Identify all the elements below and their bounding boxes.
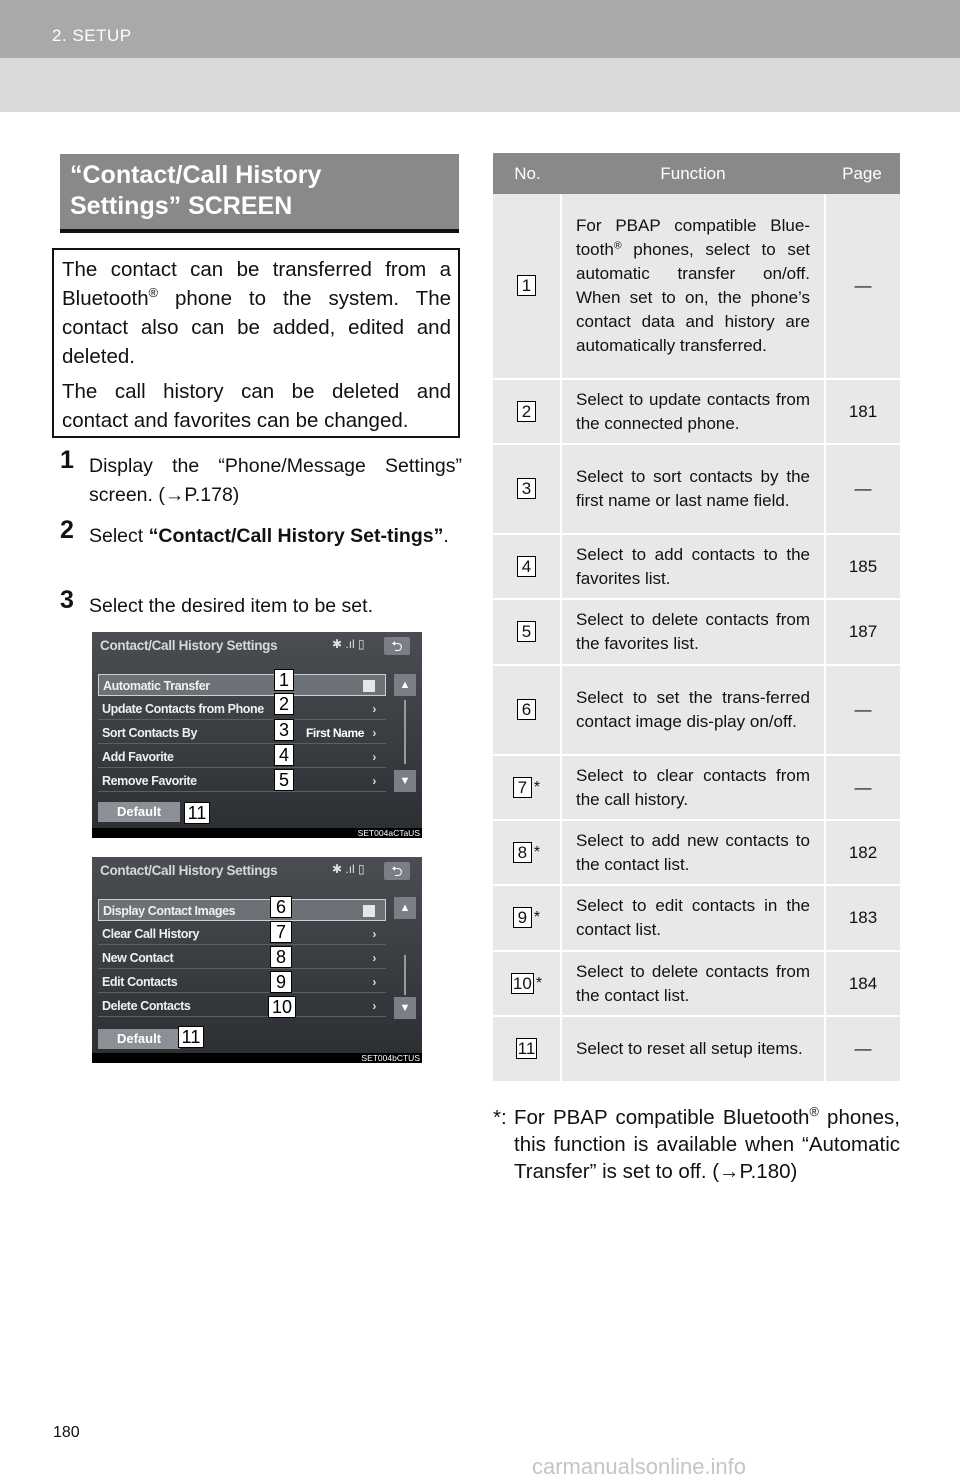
table-row: [493, 666, 900, 756]
cell-no: [493, 756, 562, 821]
checkbox-icon[interactable]: [363, 680, 375, 692]
cell-function: Select to delete contacts from the favorites list.: [562, 600, 824, 666]
cell-page: —: [824, 194, 900, 380]
registered-mark: ®: [148, 285, 158, 301]
table-row: [493, 756, 900, 821]
callout-5: 5: [274, 769, 294, 791]
cell-page: 181: [824, 380, 900, 445]
cell-function: Select to add new contacts to the contact list.: [562, 821, 824, 886]
cell-page: 187: [824, 600, 900, 666]
cell-no: [493, 194, 562, 380]
registered-mark: ®: [613, 239, 622, 252]
number-box: 4: [517, 556, 536, 577]
intro-text: phone to the system. The contact also can be added, edited and deleted.: [62, 287, 451, 368]
row-label: Remove Favorite: [102, 774, 197, 788]
callout-8: 8: [270, 946, 292, 968]
cell-no: [493, 952, 562, 1017]
row-delete-contacts[interactable]: [98, 995, 386, 1017]
step-2: [60, 516, 462, 551]
number-box: 5: [517, 621, 536, 642]
section-title: [60, 154, 459, 230]
callout-6: 6: [270, 896, 292, 918]
scroll-down-icon[interactable]: ▼: [394, 770, 416, 792]
callout-4: 4: [274, 744, 294, 766]
table-row: [493, 194, 900, 380]
table-row: [493, 600, 900, 666]
intro-paragraph-2: The call history can be deleted and contact and favorites can be changed.: [62, 380, 451, 432]
row-add-favorite[interactable]: [98, 746, 386, 768]
status-icons: ✱ .ıl ▯: [332, 862, 365, 876]
table-row: [493, 445, 900, 535]
table-row: [493, 535, 900, 600]
scroll-up-icon[interactable]: ▲: [394, 897, 416, 919]
asterisk-mark: *: [535, 974, 543, 992]
row-label: Clear Call History: [102, 927, 200, 941]
number-box: 10: [512, 973, 532, 993]
column-header-page: Page: [824, 153, 900, 194]
footnote-text-b: phones, this function is available when “Automatic Transfer” is set to off. (→P.180): [514, 1106, 901, 1183]
number-box: 3: [517, 478, 536, 499]
column-header-function: Function: [562, 153, 824, 194]
asterisk-mark: *: [533, 843, 541, 861]
number-box: 9: [513, 907, 532, 928]
scroll-down-icon[interactable]: ▼: [394, 997, 416, 1019]
number-box: 11: [517, 1039, 536, 1058]
row-label: Sort Contacts By: [102, 726, 198, 740]
row-label: Edit Contacts: [102, 975, 178, 989]
step-number: 2: [60, 516, 74, 544]
chevron-right-icon: ›: [372, 927, 376, 941]
table-header-row: [493, 153, 900, 194]
registered-mark: ®: [809, 1104, 819, 1120]
cell-no: [493, 600, 562, 666]
cell-page: —: [824, 445, 900, 535]
cell-function: Select to edit contacts in the contact list.: [562, 886, 824, 952]
callout-11: 11: [178, 1026, 204, 1048]
chevron-right-icon: ›: [372, 702, 376, 716]
function-table: [493, 153, 900, 1083]
screen-title: Contact/Call History Settings: [100, 863, 278, 878]
section-title-line-1: “Contact/Call History: [70, 161, 322, 189]
chevron-right-icon: ›: [372, 999, 376, 1013]
cell-no: [493, 821, 562, 886]
function-text: For PBAP compatible Blue-tooth: [576, 216, 810, 259]
intro-box: [52, 248, 460, 438]
row-new-contact[interactable]: [98, 947, 386, 969]
subheader-band: [0, 58, 960, 112]
row-value: First Name: [305, 726, 364, 740]
screen-title: Contact/Call History Settings: [100, 638, 278, 653]
cell-function: Select to delete contacts from the contact list.: [562, 952, 824, 1017]
number-box: 2: [517, 401, 536, 422]
number-box: 7: [513, 777, 532, 798]
cell-page: —: [824, 1017, 900, 1083]
asterisk-mark: *: [533, 909, 541, 926]
section-title-rule: [60, 229, 459, 233]
chapter-header-bar: [0, 0, 960, 58]
row-label: Update Contacts from Phone: [102, 702, 264, 716]
default-button[interactable]: Default: [98, 1029, 180, 1049]
row-automatic-transfer[interactable]: [98, 674, 386, 696]
cell-no: [493, 666, 562, 756]
chevron-right-icon: ›: [372, 951, 376, 965]
cell-no: [493, 1017, 562, 1083]
screen-display: [92, 632, 422, 828]
step-text-bold: “Contact/Call History Set-tings”: [148, 525, 444, 547]
cell-no: [493, 535, 562, 600]
row-label: New Contact: [102, 951, 174, 965]
cell-function: Select to reset all setup items.: [562, 1017, 824, 1083]
cell-page: 185: [824, 535, 900, 600]
cell-no: [493, 886, 562, 952]
footnote-text: [493, 1104, 900, 1185]
row-label: Add Favorite: [102, 750, 174, 764]
default-button[interactable]: Default: [98, 802, 180, 822]
chapter-title: 2. SETUP: [52, 26, 132, 45]
cell-page: —: [824, 756, 900, 821]
step-text: Select the desired item to be set.: [89, 595, 373, 617]
cell-no: [493, 380, 562, 445]
asterisk-mark: *: [533, 778, 541, 796]
settings-screenshot-2: [92, 857, 422, 1063]
row-label: Delete Contacts: [102, 999, 191, 1013]
status-icons: ✱ .ıl ▯: [332, 637, 365, 651]
cell-function: Select to clear contacts from the call history.: [562, 756, 824, 821]
footnote: [493, 1104, 900, 1185]
cell-page: —: [824, 666, 900, 756]
cell-function: Select to set the trans-ferred contact image dis-play on/off.: [562, 666, 824, 756]
back-icon[interactable]: ⮌: [384, 637, 410, 655]
function-text: phones, select to set automatic transfer on/off. When set to on, the phone’s contact data and history are automatically transferred.: [576, 240, 810, 355]
row-remove-favorite[interactable]: [98, 770, 386, 792]
chevron-right-icon: ›: [372, 750, 376, 764]
image-code: SET004bCTUS: [361, 1053, 420, 1063]
cell-page: 182: [824, 821, 900, 886]
checkbox-icon[interactable]: [363, 905, 375, 917]
row-display-contact-images[interactable]: [98, 899, 386, 921]
callout-1: 1: [274, 669, 294, 691]
scroll-up-icon[interactable]: ▲: [394, 674, 416, 696]
cell-page: 184: [824, 952, 900, 1017]
cell-function: Select to update contacts from the connected phone.: [562, 380, 824, 445]
intro-text: The contact can be transferred from a Bluetooth: [62, 258, 451, 310]
page-number: 180: [53, 1424, 80, 1441]
number-box: 1: [517, 275, 536, 296]
table-row: [493, 952, 900, 1017]
step-1: [60, 446, 462, 510]
row-sort-contacts[interactable]: [98, 722, 386, 744]
footnote-mark: *:: [493, 1106, 507, 1129]
cell-no: [493, 445, 562, 535]
image-code: SET004aCTaUS: [357, 828, 420, 838]
chevron-right-icon: ›: [372, 774, 376, 788]
scroll-track[interactable]: [404, 955, 406, 995]
cell-page: 183: [824, 886, 900, 952]
scroll-track[interactable]: [404, 700, 406, 764]
row-edit-contacts[interactable]: [98, 971, 386, 993]
back-icon[interactable]: ⮌: [384, 862, 410, 880]
step-text: Display the “Phone/Message Settings” screen. (→P.178): [89, 455, 462, 506]
row-label: Automatic Transfer: [103, 679, 210, 693]
step-text: [60, 522, 462, 551]
callout-11: 11: [184, 802, 210, 824]
table-row: [493, 886, 900, 952]
step-text-post: .: [443, 525, 449, 547]
step-text-pre: Select: [89, 525, 149, 547]
section-title-line-2: Settings” SCREEN: [70, 192, 293, 220]
table-row: [493, 380, 900, 445]
table-row: [493, 821, 900, 886]
row-label: Display Contact Images: [103, 904, 236, 918]
chevron-right-icon: ›: [372, 975, 376, 989]
chevron-right-icon: ›: [372, 726, 376, 740]
watermark: carmanualsonline.info: [532, 1454, 747, 1479]
callout-7: 7: [270, 921, 292, 943]
intro-paragraph-1: [62, 255, 451, 371]
row-update-contacts[interactable]: [98, 698, 386, 720]
screen-display: [92, 857, 422, 1053]
number-box: 8: [513, 842, 532, 863]
step-number: 1: [60, 446, 74, 474]
callout-2: 2: [274, 693, 294, 715]
column-header-no: No.: [493, 153, 562, 194]
row-clear-call-history[interactable]: [98, 923, 386, 945]
step-3: [60, 586, 462, 621]
footnote-text-a: For PBAP compatible Bluetooth: [514, 1106, 810, 1129]
callout-3: 3: [274, 719, 294, 741]
callout-10: 10: [268, 996, 296, 1018]
callout-9: 9: [270, 971, 292, 993]
cell-function: Select to add contacts to the favorites list.: [562, 535, 824, 600]
settings-screenshot-1: [92, 632, 422, 838]
cell-function: Select to sort contacts by the first name or last name field.: [562, 445, 824, 535]
table-row: [493, 1017, 900, 1083]
number-box: 6: [517, 699, 536, 720]
cell-function: [562, 194, 824, 380]
step-number: 3: [60, 586, 74, 614]
